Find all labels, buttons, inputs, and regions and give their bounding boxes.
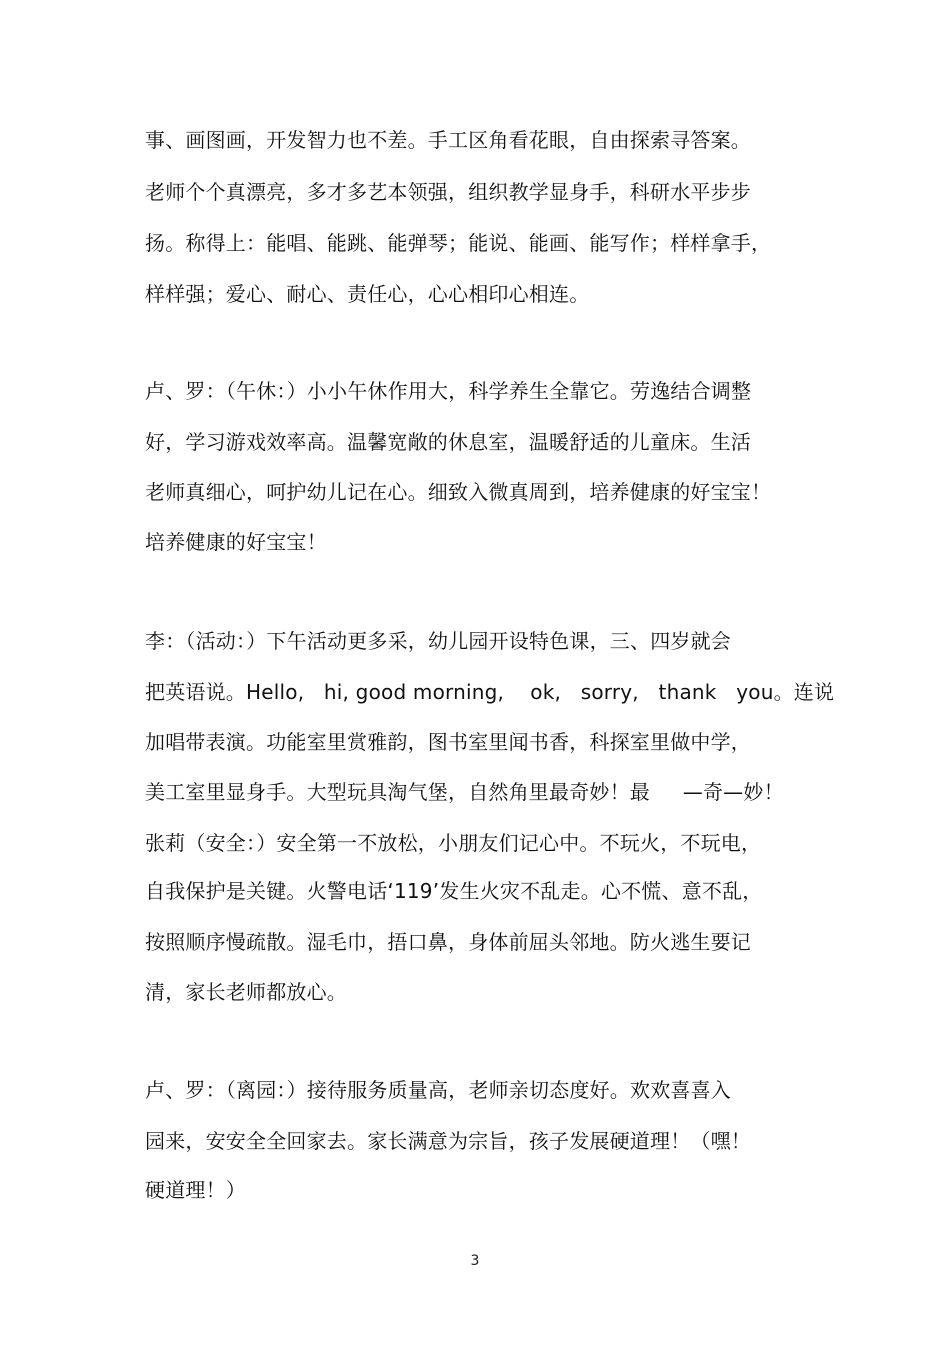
text-line: 李：（活动：）下午活动更多采，幼儿园开设特色课，三、四岁就会 <box>145 629 731 653</box>
text-line: 老师个个真漂亮，多才多艺本领强，组织教学显身手，科研水平步步 <box>145 180 751 204</box>
text-line: 加唱带表演。功能室里赏雅韵，图书室里闻书香，科探室里做中学， <box>145 730 751 754</box>
text-line: 自我保护是关键。火警电话‘119’发生火灾不乱走。心不慌、意不乱， <box>145 879 763 903</box>
page-number: 3 <box>470 1253 480 1269</box>
text-line: 培养健康的好宝宝！ <box>145 530 327 554</box>
text-line: 园来，安安全全回家去。家长满意为宗旨，孩子发展硬道理！（嘿！ <box>145 1129 751 1153</box>
text-line: 按照顺序慢疏散。湿毛巾，捂口鼻，身体前屈头邻地。防火逃生要记 <box>145 930 751 954</box>
text-line: 美工室里显身手。大型玩具淘气堡，自然角里最奇妙！最 —奇—妙！ <box>145 780 784 804</box>
text-line: 事、画图画，开发智力也不差。手工区角看花眼，自由探索寻答案。 <box>145 128 751 152</box>
text-line: 清，家长老师都放心。 <box>145 980 347 1004</box>
text-line: 扬。称得上：能唱、能跳、能弹琴；能说、能画、能写作；样样拿手， <box>145 231 772 255</box>
text-line: 卢、罗：（离园：）接待服务质量高，老师亲切态度好。欢欢喜喜入 <box>145 1078 731 1102</box>
text-line: 把英语说。Hello, hi, good morning, ok, sorry, thank you。连说 <box>145 680 835 704</box>
text-line: 老师真细心，呵护幼儿记在心。细致入微真周到，培养健康的好宝宝！ <box>145 480 772 504</box>
text-line: 好，学习游戏效率高。温馨宽敞的休息室，温暖舒适的儿童床。生活 <box>145 430 751 454</box>
text-line: 样样强；爱心、耐心、责任心，心心相印心相连。 <box>145 282 590 306</box>
text-line: 硬道理！） <box>145 1178 246 1202</box>
text-line: 张莉（安全：）安全第一不放松，小朋友们记心中。不玩火，不玩电， <box>145 831 762 855</box>
text-line: 卢、罗：（午休：）小小午休作用大，科学养生全靠它。劳逸结合调整 <box>145 379 752 403</box>
